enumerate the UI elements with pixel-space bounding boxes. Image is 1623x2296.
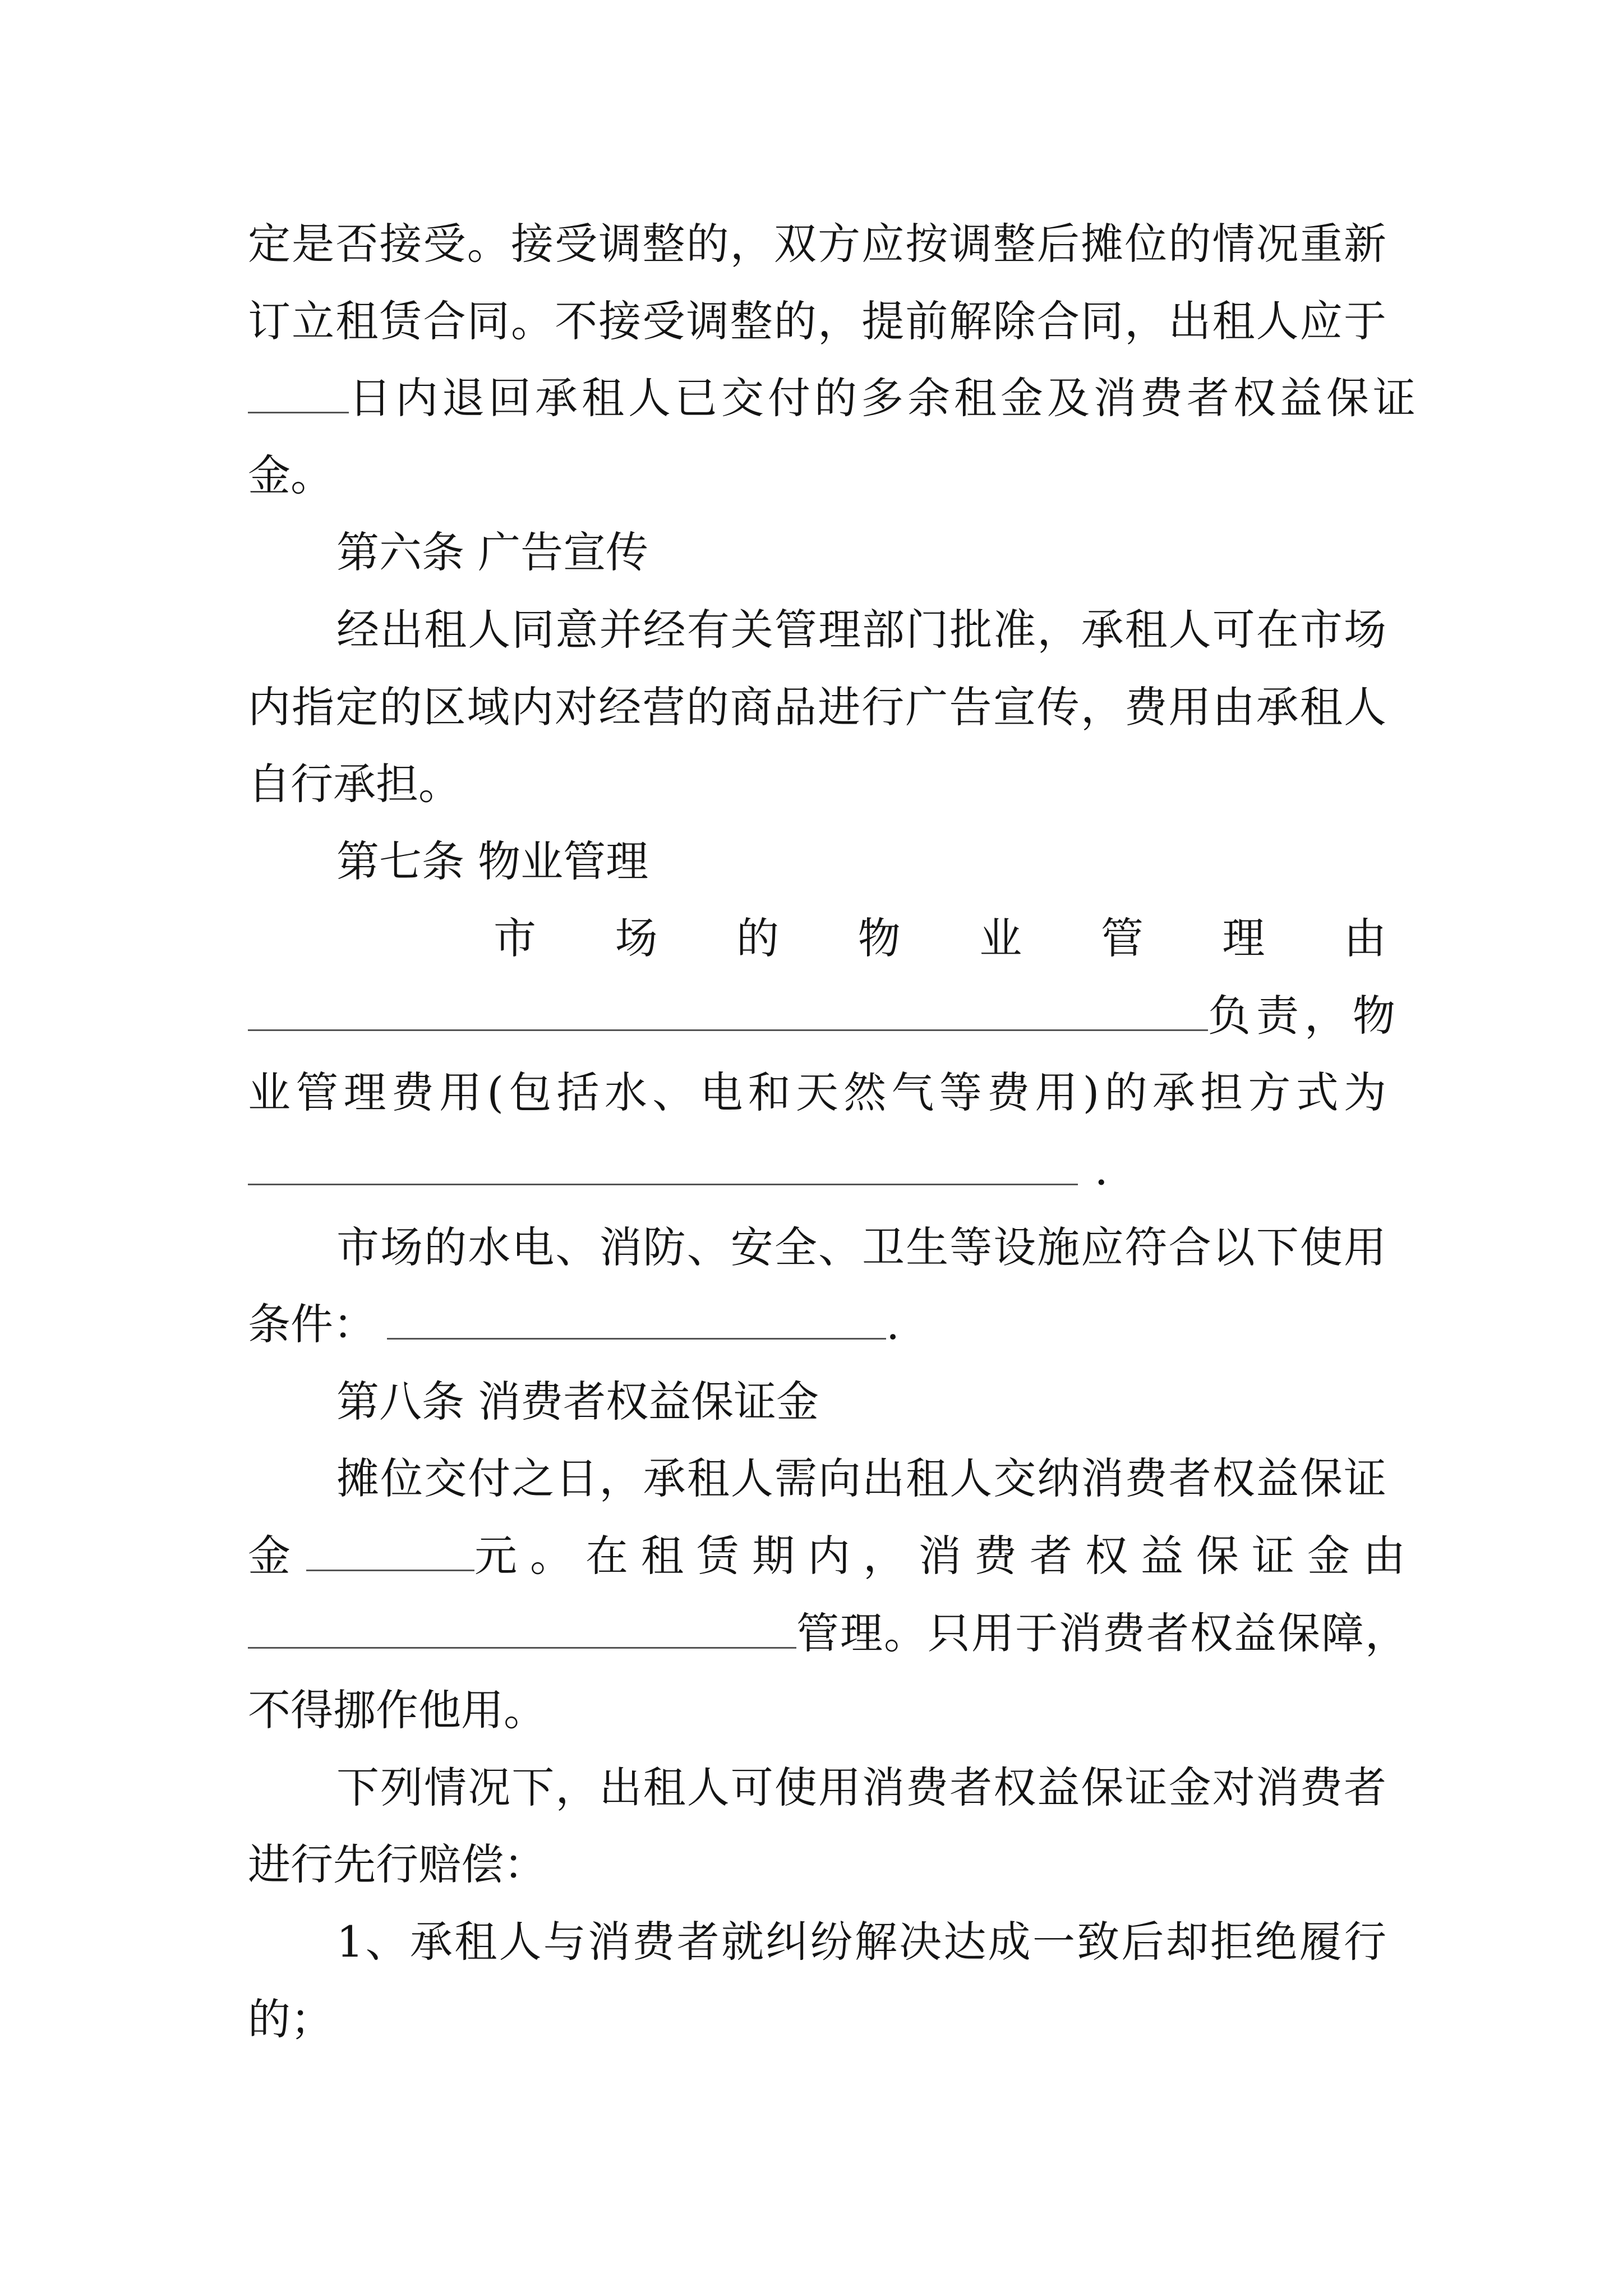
article-heading: 第六条 广告宣传 — [336, 527, 649, 577]
article-heading: 第七条 物业管理 — [336, 836, 649, 886]
text-line — [248, 988, 1401, 1044]
text-line: 市场的水电、消防、安全、卫生等设施应符合以下使用 — [336, 1222, 1386, 1272]
text-line — [248, 1605, 1409, 1662]
text-line — [248, 1142, 1386, 1198]
text-line: 内指定的区域内对经营的商品进行广告宣传，费用由承租人 — [248, 682, 1386, 732]
spread-char: 业 — [979, 913, 1022, 963]
fill-blank — [306, 1528, 474, 1571]
text-line: 经出租人同意并经有关管理部门批准，承租人可在市场 — [336, 605, 1386, 655]
text-line: 自行承担。 — [248, 759, 461, 809]
text-line: 订立租赁合同。不接受调整的，提前解除合同，出租人应于 — [248, 296, 1386, 346]
text-line — [248, 1296, 1386, 1352]
text-span: 负责，物 — [1208, 991, 1401, 1041]
spread-char: 场 — [615, 913, 658, 963]
spread-char: 市 — [494, 913, 536, 963]
fill-blank — [248, 370, 349, 413]
text-line: 定是否接受。接受调整的，双方应按调整后摊位的情况重新 — [248, 219, 1386, 269]
text-span: 金 — [248, 1531, 291, 1581]
text-line: 金。 — [248, 450, 333, 500]
text-line: 下列情况下，出租人可使用消费者权益保证金对消费者 — [336, 1763, 1386, 1812]
text-span: 日内退回承租人已交付的多余租金及消费者权益保证 — [349, 373, 1419, 423]
fill-blank — [248, 1142, 1078, 1185]
spread-char: 物 — [857, 913, 901, 963]
text-line: 1、承租人与消费者就纠纷解决达成一致后却拒绝履行 — [336, 1917, 1386, 1967]
article-heading: 第八条 消费者权益保证金 — [336, 1377, 819, 1427]
spread-char: 理 — [1222, 913, 1265, 963]
fill-blank — [387, 1296, 886, 1340]
text-span: 管理。只用于消费者权益保障， — [796, 1608, 1409, 1658]
text-line: 不得挪作他用。 — [248, 1685, 546, 1735]
text-line: 的； — [248, 1994, 333, 2044]
text-line: 业管理费用(包括水、电和天然气等费用)的承担方式为 — [248, 1068, 1386, 1117]
text-span: 元。在租赁期内，消费者权益保证金由 — [474, 1531, 1418, 1581]
text-line: 进行先行赔偿： — [248, 1839, 546, 1889]
spread-char: 由 — [1343, 913, 1386, 963]
fill-blank — [248, 988, 1208, 1031]
spread-char: 的 — [736, 913, 780, 963]
text-span: 条件： — [248, 1299, 376, 1349]
fill-blank — [248, 1605, 796, 1649]
text-line — [248, 370, 1419, 426]
text-line — [248, 1528, 1418, 1584]
text-span: . — [886, 1299, 900, 1349]
text-span: ． — [1095, 1145, 1137, 1195]
text-line: 摊位交付之日，承租人需向出租人交纳消费者权益保证 — [336, 1453, 1386, 1503]
spread-char: 管 — [1100, 913, 1144, 963]
text-line-spread — [494, 910, 1386, 967]
